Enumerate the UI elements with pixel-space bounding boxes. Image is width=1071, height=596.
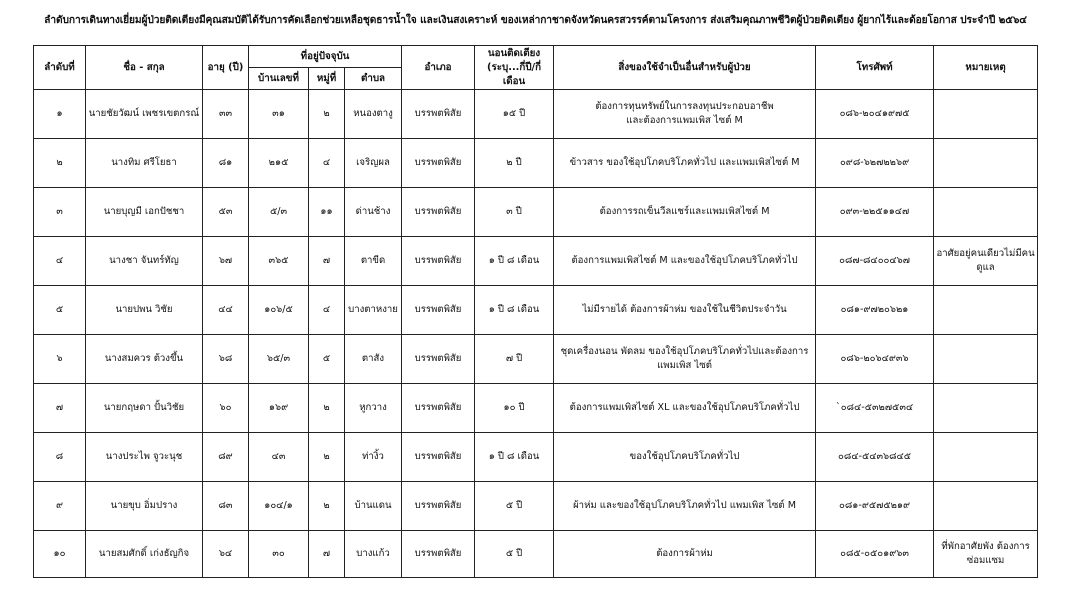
- cell-needs: [554, 90, 816, 139]
- cell-age: ๕๓: [203, 188, 249, 237]
- header-bedridden-line-1: นอนติดเตียง: [487, 47, 541, 59]
- cell-name: นายสมศักดิ์ เก่งธัญกิจ: [86, 531, 203, 578]
- header-age: อายุ (ปี): [203, 46, 249, 90]
- cell-remark: [934, 286, 1038, 335]
- cell-needs: [554, 384, 816, 433]
- cell-amphoe: บรรพตพิสัย: [402, 286, 475, 335]
- cell-remark: [934, 384, 1038, 433]
- table-body: [34, 90, 1038, 578]
- cell-name: นายชัยวัฒน์ เพชรเขตกรณ์: [86, 90, 203, 139]
- header-bedridden: [475, 46, 554, 90]
- cell-no: ๑: [34, 90, 86, 139]
- cell-remark: [934, 531, 1038, 578]
- document-title: ลำดับการเดินทางเยี่ยมผู้ป่วยติดเตียงมีคุณสมบัติได้รับการคัดเลือกช่วยเหลือชุดธารน้ำใจ และเงินสงเคราะห์ ของเหล่ากาชาดจังหวัดนครสวรรค์ตามโครงการ ส่งเสริมคุณภาพชีวิตผู้ป่วยติดเตียง ผู้ยากไร้และด้อยโอกาส ประจำปี ๒๕๖๔: [44, 15, 1027, 26]
- cell-moo: ๑๑: [309, 188, 345, 237]
- cell-age: ๖๘: [203, 335, 249, 384]
- cell-duration: ๑๐ ปี: [475, 384, 554, 433]
- cell-moo: ๕: [309, 335, 345, 384]
- cell-name: นายกฤษดา ปั้นวิชัย: [86, 384, 203, 433]
- cell-tambon: บ้านแดน: [345, 482, 402, 531]
- needs-line: แพมเพิส ไซต์: [657, 360, 712, 371]
- cell-age: ๘๑: [203, 139, 249, 188]
- cell-house-no: ๑๐๔/๑: [249, 482, 309, 531]
- cell-no: ๘: [34, 433, 86, 482]
- cell-needs: [554, 237, 816, 286]
- cell-moo: ๗: [309, 531, 345, 578]
- cell-tambon: หนองตางู: [345, 90, 402, 139]
- cell-house-no: ๔๓: [249, 433, 309, 482]
- cell-tambon: หูกวาง: [345, 384, 402, 433]
- cell-needs: [554, 139, 816, 188]
- cell-house-no: ๑๐๖/๕: [249, 286, 309, 335]
- cell-name: นายบุญมี เอกปัชชา: [86, 188, 203, 237]
- needs-line: ของใช้อุปโภคบริโภคทั่วไป: [629, 451, 740, 462]
- cell-no: ๒: [34, 139, 86, 188]
- cell-name: นายขุบ อิ่มปราง: [86, 482, 203, 531]
- cell-name: นางสมควร ต้วงขึ้น: [86, 335, 203, 384]
- cell-no: ๕: [34, 286, 86, 335]
- cell-needs: [554, 531, 816, 578]
- cell-tambon: บางตาหงาย: [345, 286, 402, 335]
- cell-needs: [554, 433, 816, 482]
- table-row: [34, 286, 1038, 335]
- cell-duration: ๕ ปี: [475, 482, 554, 531]
- cell-phone: `๐๘๔-๕๓๒๗๕๓๔: [816, 384, 934, 433]
- cell-no: ๗: [34, 384, 86, 433]
- cell-house-no: ๒๑๕: [249, 139, 309, 188]
- cell-tambon: ด่านช้าง: [345, 188, 402, 237]
- cell-phone: ๐๘๖-๒๐๖๔๙๓๖: [816, 335, 934, 384]
- cell-remark: [934, 433, 1038, 482]
- cell-phone: ๐๘๔-๕๔๓๖๘๔๕: [816, 433, 934, 482]
- needs-line: ผ้าห่ม และของใช้อุปโภคบริโภคทั่วไป แพมเพิส ไซต์ M: [573, 500, 796, 511]
- cell-phone: ๐๙๓-๒๒๕๑๑๔๗: [816, 188, 934, 237]
- cell-age: ๔๔: [203, 286, 249, 335]
- table-row: [34, 335, 1038, 384]
- cell-duration: ๗ ปี: [475, 335, 554, 384]
- needs-line: ข้าวสาร ของใช้อุปโภคบริโภคทั่วไป และแพมเพิสไซต์ M: [569, 157, 800, 168]
- cell-amphoe: บรรพตพิสัย: [402, 433, 475, 482]
- cell-remark: [934, 482, 1038, 531]
- cell-house-no: ๖๕/๓: [249, 335, 309, 384]
- cell-moo: ๔: [309, 139, 345, 188]
- table-row: [34, 482, 1038, 531]
- needs-line: ต้องการผ้าห่ม: [656, 548, 713, 559]
- table-row: [34, 188, 1038, 237]
- cell-duration: ๕ ปี: [475, 531, 554, 578]
- cell-tambon: ท่างิ้ว: [345, 433, 402, 482]
- cell-duration: ๓ ปี: [475, 188, 554, 237]
- cell-name: นางชา จันทร์ทัญ: [86, 237, 203, 286]
- cell-amphoe: บรรพตพิสัย: [402, 237, 475, 286]
- cell-needs: [554, 482, 816, 531]
- cell-phone: ๐๘๑-๙๗๒๐๖๒๑: [816, 286, 934, 335]
- header-house-no: บ้านเลขที่: [249, 68, 309, 90]
- cell-remark: [934, 237, 1038, 286]
- cell-duration: ๑ ปี ๘ เดือน: [475, 433, 554, 482]
- cell-phone: ๐๙๘-๖๒๗๒๒๖๙: [816, 139, 934, 188]
- table-row: [34, 237, 1038, 286]
- cell-remark: [934, 139, 1038, 188]
- table-row: [34, 139, 1038, 188]
- cell-tambon: เจริญผล: [345, 139, 402, 188]
- header-address: ที่อยู่ปัจจุบัน: [249, 46, 402, 68]
- needs-line: ชุดเครื่องนอน พัดลม ของใช้อุปโภคบริโภคทั่วไปและต้องการ: [560, 346, 809, 357]
- cell-duration: ๑ ปี ๘ เดือน: [475, 237, 554, 286]
- cell-amphoe: บรรพตพิสัย: [402, 139, 475, 188]
- cell-phone: ๐๘๑-๙๕๗๕๒๑๙: [816, 482, 934, 531]
- patient-table: [33, 45, 1038, 578]
- cell-house-no: ๕/๓: [249, 188, 309, 237]
- table-row: [34, 433, 1038, 482]
- cell-phone: ๐๘๗-๘๔๐๐๔๖๗: [816, 237, 934, 286]
- cell-remark: [934, 90, 1038, 139]
- header-name: ชื่อ - สกุล: [86, 46, 203, 90]
- cell-age: ๖๐: [203, 384, 249, 433]
- header-bedridden-line-2: (ระบุ...กี่ปี/กี่เดือน: [487, 61, 542, 87]
- cell-amphoe: บรรพตพิสัย: [402, 335, 475, 384]
- remark-line: ซ่อมแซม: [966, 555, 1005, 566]
- needs-line: ต้องการแพมเพิสไซต์ XL และของใช้อุปโภคบริโภคทั่วไป: [569, 402, 800, 413]
- remark-line: ที่พักอาศัยพัง ต้องการ: [941, 541, 1030, 552]
- cell-amphoe: บรรพตพิสัย: [402, 384, 475, 433]
- cell-moo: ๗: [309, 237, 345, 286]
- header-amphoe: อำเภอ: [402, 46, 475, 90]
- remark-line: อาศัยอยู่คนเดียวไม่มีคนดูแล: [936, 248, 1035, 273]
- header-needs: สิ่งของใช้จำเป็นอื่นสำหรับผู้ป่วย: [554, 46, 816, 90]
- needs-line: ไม่มีรายได้ ต้องการผ้าห่ม ของใช้ในชีวิตประจำวัน: [582, 304, 787, 315]
- cell-amphoe: บรรพตพิสัย: [402, 531, 475, 578]
- cell-no: ๓: [34, 188, 86, 237]
- table-row: [34, 531, 1038, 578]
- cell-duration: ๒ ปี: [475, 139, 554, 188]
- cell-amphoe: บรรพตพิสัย: [402, 188, 475, 237]
- cell-age: ๖๔: [203, 531, 249, 578]
- cell-age: ๘๙: [203, 433, 249, 482]
- cell-no: ๑๐: [34, 531, 86, 578]
- needs-line: และต้องการแพมเพิส ไซต์ M: [626, 115, 743, 126]
- cell-age: ๖๗: [203, 237, 249, 286]
- table-row: [34, 384, 1038, 433]
- cell-remark: [934, 335, 1038, 384]
- cell-no: ๖: [34, 335, 86, 384]
- needs-line: ต้องการรถเข็นวีลแชร์และแพมเพิสไซต์ M: [599, 206, 770, 217]
- cell-tambon: บางแก้ว: [345, 531, 402, 578]
- header-row-1: [34, 46, 1038, 68]
- cell-needs: [554, 188, 816, 237]
- cell-remark: [934, 188, 1038, 237]
- cell-tambon: ตาสัง: [345, 335, 402, 384]
- cell-age: ๓๓: [203, 90, 249, 139]
- header-no: ลำดับที่: [34, 46, 86, 90]
- table-row: [34, 90, 1038, 139]
- cell-age: ๘๓: [203, 482, 249, 531]
- cell-name: นายปพน วิชัย: [86, 286, 203, 335]
- header-tambon: ตำบล: [345, 68, 402, 90]
- cell-name: นางทิม ศรีโยธา: [86, 139, 203, 188]
- needs-line: ต้องการแพมเพิสไซต์ M และของใช้อุปโภคบริโภคทั่วไป: [571, 255, 798, 266]
- cell-needs: [554, 335, 816, 384]
- cell-amphoe: บรรพตพิสัย: [402, 90, 475, 139]
- cell-duration: ๑๕ ปี: [475, 90, 554, 139]
- header-remark: หมายเหตุ: [934, 46, 1038, 90]
- needs-line: ต้องการทุนทรัพย์ในการลงทุนประกอบอาชีพ: [595, 101, 774, 112]
- cell-name: นางประไพ จูวะนุช: [86, 433, 203, 482]
- cell-phone: ๐๘๕-๐๕๐๑๙๖๓: [816, 531, 934, 578]
- cell-house-no: ๓๐: [249, 531, 309, 578]
- header-phone: โทรศัพท์: [816, 46, 934, 90]
- cell-no: ๔: [34, 237, 86, 286]
- cell-duration: ๑ ปี ๘ เดือน: [475, 286, 554, 335]
- cell-moo: ๒: [309, 90, 345, 139]
- cell-house-no: ๓๖๕: [249, 237, 309, 286]
- cell-house-no: ๓๑: [249, 90, 309, 139]
- cell-moo: ๔: [309, 286, 345, 335]
- cell-moo: ๒: [309, 384, 345, 433]
- cell-tambon: ตาขีด: [345, 237, 402, 286]
- cell-moo: ๒: [309, 482, 345, 531]
- cell-needs: [554, 286, 816, 335]
- cell-no: ๙: [34, 482, 86, 531]
- cell-amphoe: บรรพตพิสัย: [402, 482, 475, 531]
- header-moo: หมู่ที่: [309, 68, 345, 90]
- cell-house-no: ๑๖๙: [249, 384, 309, 433]
- cell-moo: ๒: [309, 433, 345, 482]
- cell-phone: ๐๘๖-๒๐๔๑๙๗๕: [816, 90, 934, 139]
